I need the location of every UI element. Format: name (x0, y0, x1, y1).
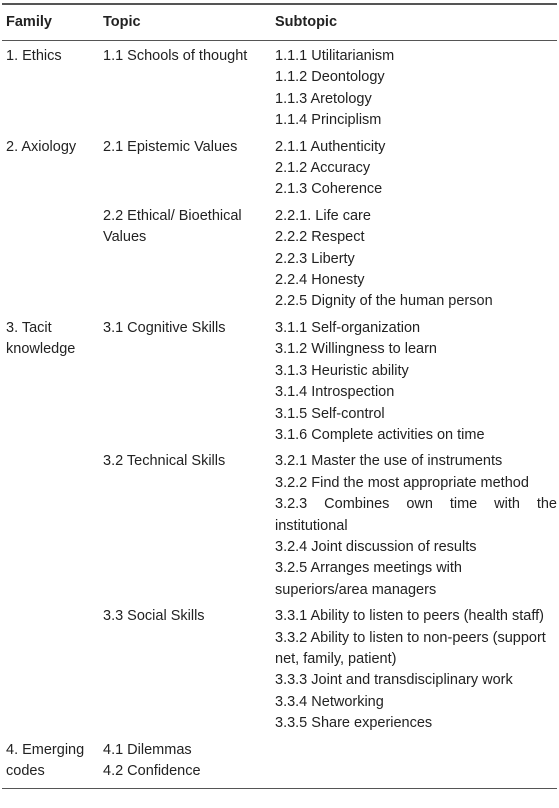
subtopic-cell (271, 313, 557, 446)
family-cell (2, 313, 99, 446)
subtopic-cell (271, 201, 557, 313)
header-family: Family (6, 14, 52, 30)
subtopic-item: 3.3.3 Joint and transdisciplinary work (275, 672, 513, 689)
subtopic-item: 1.1.1 Utilitarianism (275, 48, 395, 64)
subtopic-item-line: institutional (275, 517, 348, 534)
header-subtopic: Subtopic (275, 14, 338, 30)
subtopic-item: 3.1.1 Self-organization (275, 319, 421, 336)
subtopic-item-line: 3.3.2 Ability to listen to non-peers (support (275, 629, 546, 646)
subtopic-item: 3.3.5 Share experiences (275, 715, 433, 732)
subtopic-item-line: superiors/area managers (275, 581, 437, 598)
topic-cell (99, 41, 271, 132)
table-row (2, 313, 557, 446)
family-label-line: 4. Emerging (6, 741, 85, 758)
table-header-row (2, 4, 557, 41)
family-cell (2, 41, 99, 132)
topic-label-line: 2.2 Ethical/ Bioethical (103, 207, 242, 224)
subtopic-item: 3.1.6 Complete activities on time (275, 426, 485, 443)
codes-table-container (0, 3, 559, 808)
subtopic-cell (271, 735, 557, 789)
topic-cell (99, 735, 271, 789)
topic-cell (99, 201, 271, 313)
family-label: 1. Ethics (6, 48, 62, 64)
family-label-line: knowledge (6, 341, 76, 358)
subtopic-item-line: 3.2.5 Arranges meetings with (275, 560, 462, 577)
topic-cell (99, 313, 271, 446)
topic-cell (99, 446, 271, 601)
topic-label: 4.2 Confidence (103, 763, 201, 779)
subtopic-cell (271, 132, 557, 201)
subtopic-item: 3.1.2 Willingness to learn (275, 341, 437, 358)
family-cell (2, 735, 99, 789)
subtopic-cell (271, 446, 557, 601)
subtopic-item: 3.1.4 Introspection (275, 384, 395, 401)
table-row (2, 201, 557, 313)
subtopic-item: 2.2.1. Life care (275, 207, 371, 224)
topic-label: 1.1 Schools of thought (103, 48, 248, 64)
subtopic-item: 2.1.2 Accuracy (275, 160, 371, 177)
topic-cell (99, 132, 271, 201)
table-row (2, 41, 557, 132)
family-cell (2, 601, 99, 734)
family-label-line: codes (6, 763, 45, 779)
subtopic-item: 3.3.4 Networking (275, 693, 384, 710)
family-label-line: 3. Tacit (6, 319, 52, 336)
table-row (2, 446, 557, 601)
topic-cell (99, 601, 271, 734)
subtopic-item: 3.2.1 Master the use of instruments (275, 453, 503, 470)
table-row (2, 132, 557, 201)
topic-label: 4.1 Dilemmas (103, 741, 192, 758)
subtopic-item: 2.2.2 Respect (275, 229, 365, 246)
subtopic-item: 3.2.2 Find the most appropriate method (275, 474, 529, 491)
subtopic-item: 1.1.2 Deontology (275, 69, 385, 86)
codes-table (2, 3, 557, 789)
subtopic-item: 3.1.5 Self-control (275, 405, 385, 422)
subtopic-cell (271, 601, 557, 734)
family-label: 2. Axiology (6, 138, 77, 155)
topic-label: 2.1 Epistemic Values (103, 138, 238, 155)
subtopic-item: 2.2.3 Liberty (275, 250, 355, 267)
family-cell (2, 201, 99, 313)
header-topic: Topic (103, 14, 141, 30)
subtopic-item: 3.3.1 Ability to listen to peers (health staff) (275, 608, 544, 625)
table-row (2, 601, 557, 734)
table-row (2, 735, 557, 789)
subtopic-item: 3.1.3 Heuristic ability (275, 362, 409, 379)
family-cell (2, 446, 99, 601)
subtopic-item: 2.2.5 Dignity of the human person (275, 293, 493, 310)
subtopic-item: 1.1.4 Principlism (275, 112, 382, 129)
family-cell (2, 132, 99, 201)
subtopic-cell (271, 41, 557, 132)
subtopic-item: 3.2.4 Joint discussion of results (275, 538, 477, 555)
topic-label: 3.2 Technical Skills (103, 453, 226, 470)
subtopic-item: 2.2.4 Honesty (275, 272, 365, 289)
subtopic-item: 2.1.3 Coherence (275, 181, 383, 198)
subtopic-item: 1.1.3 Aretology (275, 90, 372, 107)
subtopic-item-line: net, family, patient) (275, 650, 397, 667)
subtopic-item: 2.1.1 Authenticity (275, 138, 386, 155)
subtopic-item-line: 3.2.3 Combines own time with the (275, 496, 557, 513)
topic-label-line: Values (103, 229, 147, 246)
topic-label: 3.3 Social Skills (103, 608, 205, 625)
topic-label: 3.1 Cognitive Skills (103, 319, 226, 336)
